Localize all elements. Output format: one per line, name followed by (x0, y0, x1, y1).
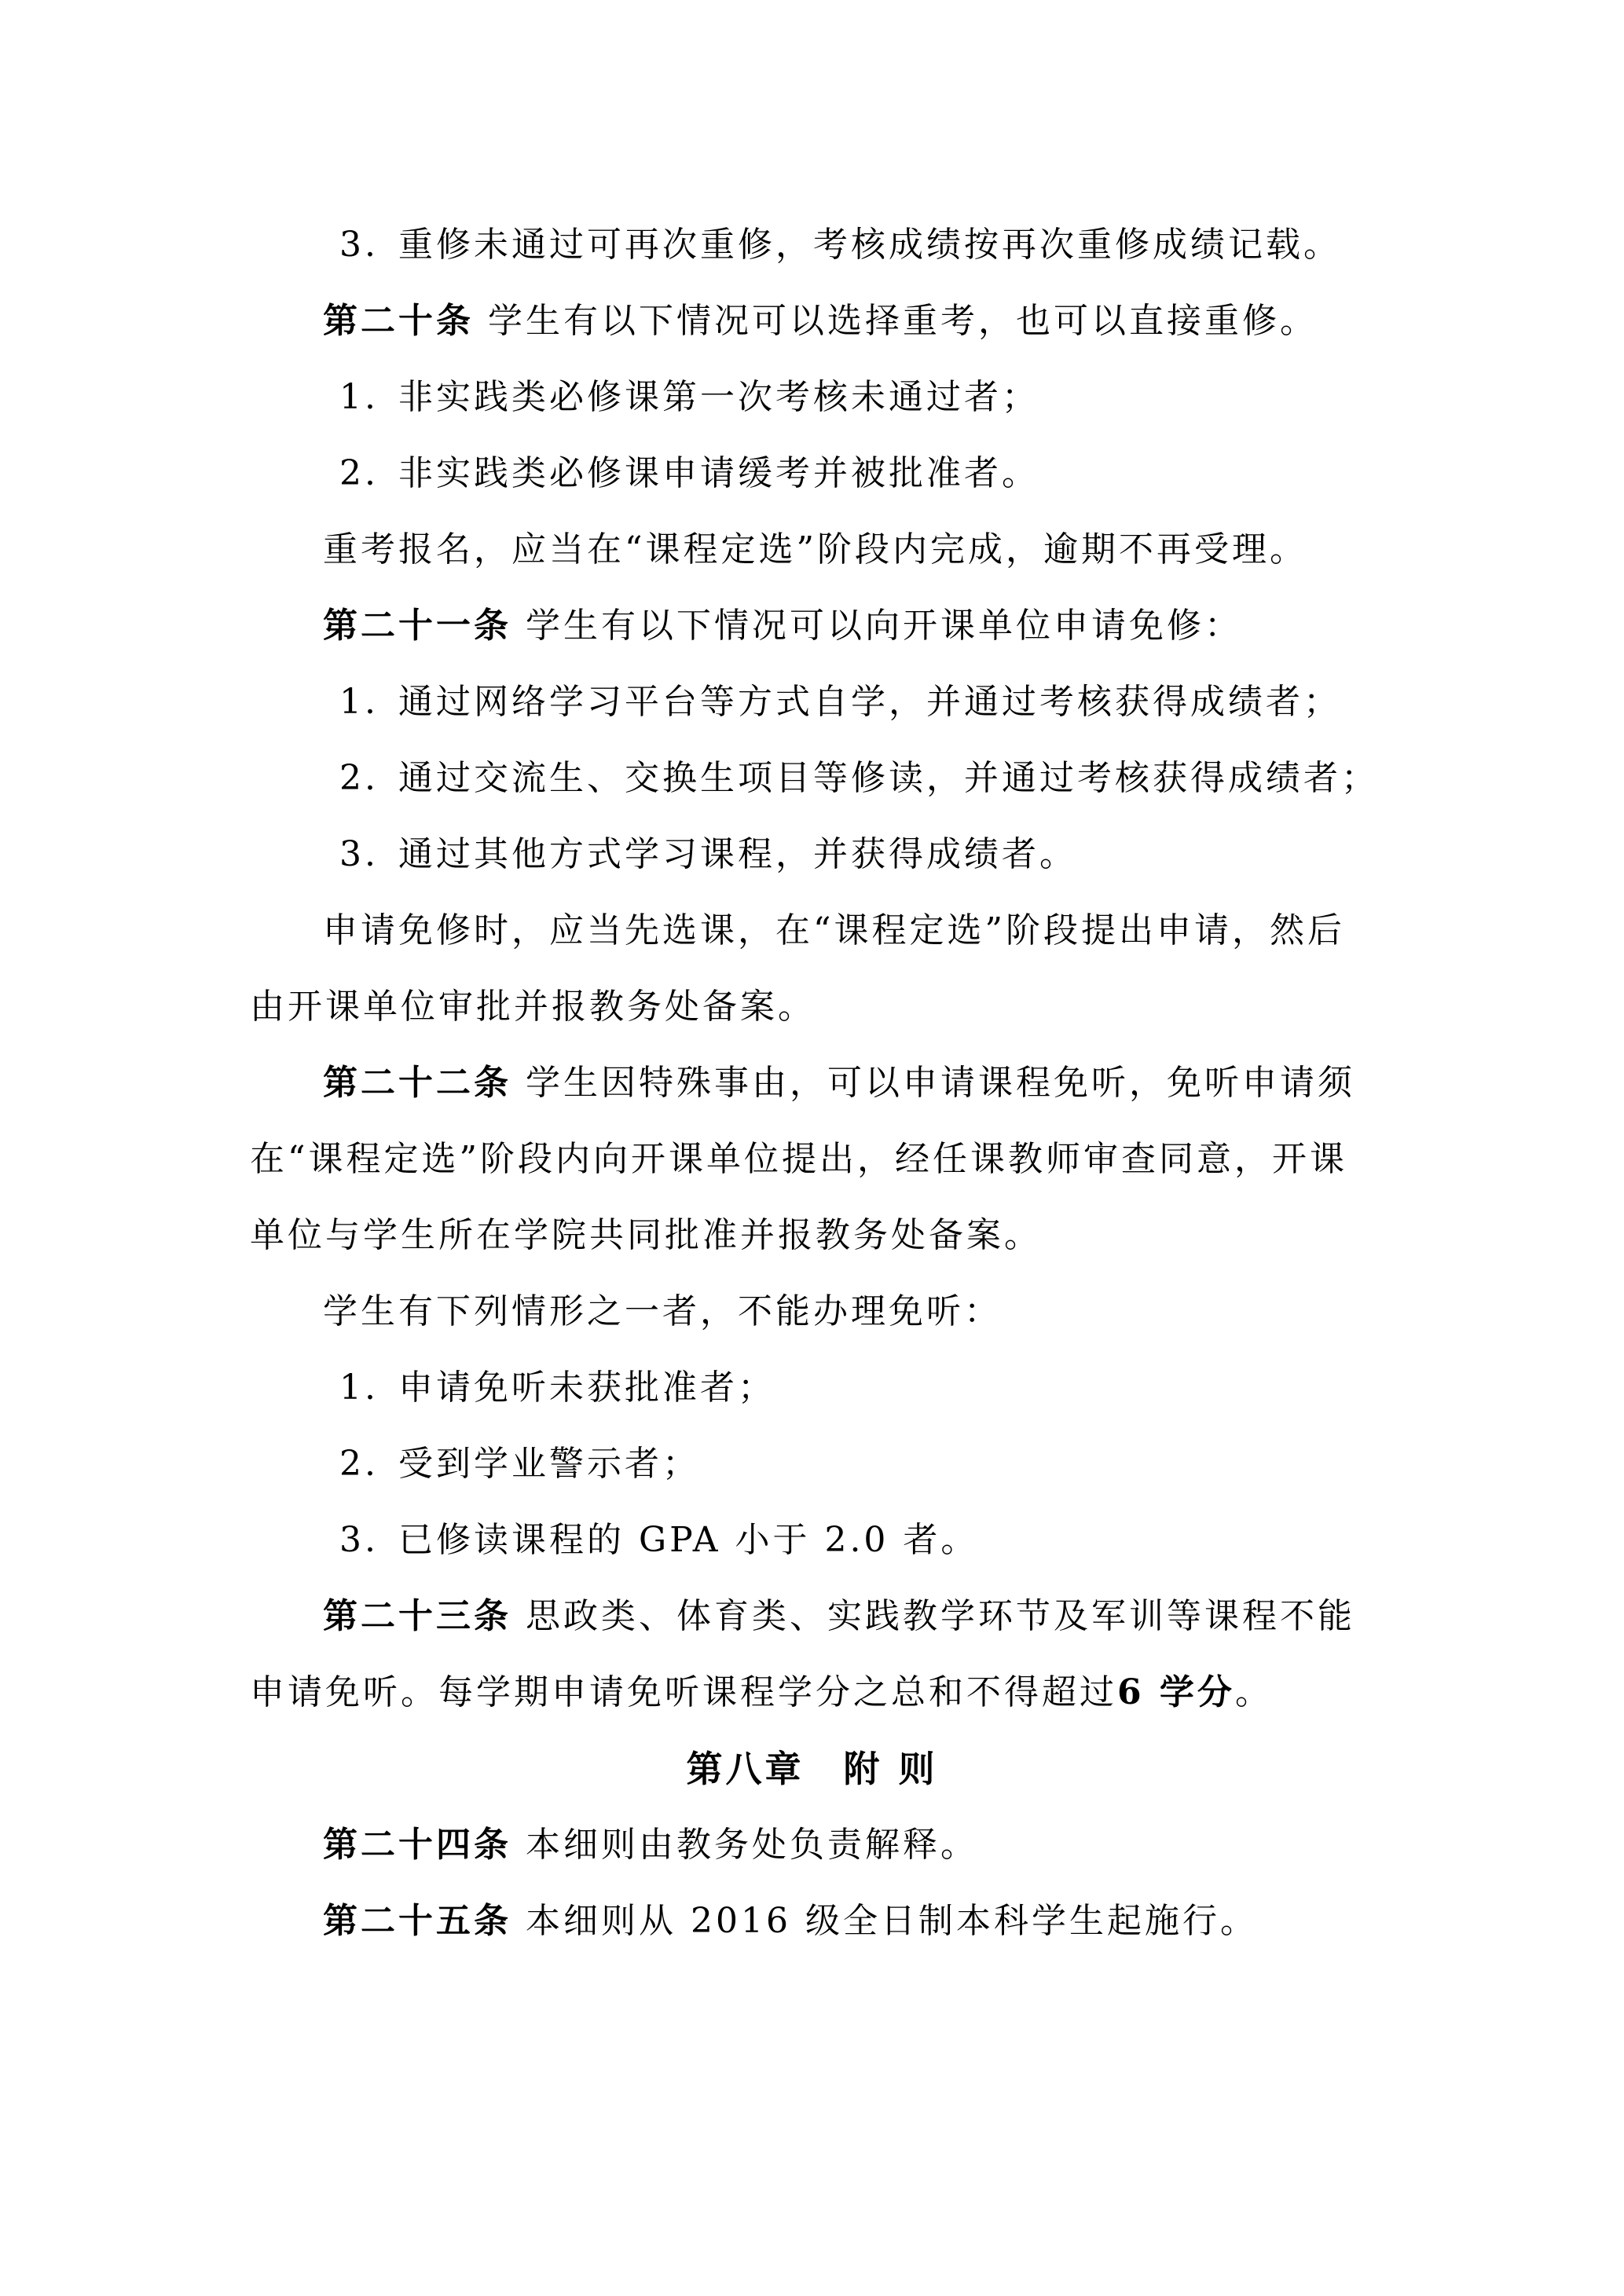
article-22-item-3 (339, 1517, 978, 1564)
item-text: 通过网络学习平台等方式自学，并通过考核获得成绩者； (398, 682, 1341, 722)
item-number: 3. (339, 834, 379, 874)
article-20 (323, 298, 1318, 345)
article-text: 本细则从 2016 级全日制本科学生起施行。 (526, 1901, 1258, 1941)
item-text: 非实践类必修课申请缓考并被批准者。 (398, 453, 1039, 493)
article-22-item-2 (339, 1441, 700, 1488)
item-number: 1. (339, 377, 379, 417)
item-3-retake (339, 222, 1341, 269)
article-21-note-line-1 (323, 907, 1345, 954)
article-text: 单位与学生所在学院共同批准并报教务处备案。 (250, 1215, 1042, 1255)
item-text: 已修读课程的 GPA 小于 2.0 者。 (398, 1520, 979, 1560)
article-text: 申请免听。每学期申请免听课程学分之总和不得超过 (250, 1672, 1117, 1712)
article-text: 在“课程定选”阶段内向开课单位提出，经任课教师审查同意，开课 (250, 1139, 1347, 1179)
paragraph-text: 学生有下列情形之一者，不能办理免听： (323, 1291, 1002, 1331)
item-text: 重修未通过可再次重修，考核成绩按再次重修成绩记载。 (398, 225, 1341, 265)
article-text: 学生有以下情况可以选择重考，也可以直接重修。 (488, 301, 1318, 341)
article-21-item-2 (339, 755, 1379, 802)
paragraph-text: 重考报名，应当在“课程定选”阶段内完成，逾期不再受理。 (323, 529, 1307, 569)
article-23-line-1 (323, 1593, 1355, 1640)
article-22-line-1 (323, 1060, 1355, 1107)
article-22-line-2 (250, 1136, 1347, 1183)
article-24 (323, 1822, 978, 1869)
article-21-item-3 (339, 831, 1077, 878)
article-22-note (323, 1288, 1002, 1335)
article-22-item-1 (339, 1364, 775, 1412)
article-25 (323, 1898, 1258, 1945)
article-heading: 第二十一条 (323, 606, 511, 646)
article-20-item-2 (339, 450, 1039, 497)
item-text: 通过交流生、交换生项目等修读，并通过考核获得成绩者； (398, 758, 1379, 798)
item-number: 2. (339, 758, 379, 798)
paragraph-text: 由开课单位审批并报教务处备案。 (250, 987, 816, 1027)
item-number: 3. (339, 225, 379, 265)
item-text: 受到学业警示者； (398, 1444, 700, 1484)
article-22-line-3 (250, 1212, 1042, 1259)
item-number: 2. (339, 453, 379, 493)
article-text: 学生有以下情况可以向开课单位申请免修： (526, 606, 1242, 646)
item-number: 2. (339, 1444, 379, 1484)
article-text: 思政类、体育类、实践教学环节及军训等课程不能 (526, 1596, 1355, 1636)
article-21-note-line-2 (250, 983, 816, 1031)
article-heading: 第二十二条 (323, 1063, 511, 1103)
article-heading: 第二十五条 (323, 1901, 511, 1941)
article-heading: 第二十四条 (323, 1825, 511, 1865)
article-text: 本细则由教务处负责解释。 (526, 1825, 978, 1865)
article-21 (323, 602, 1242, 650)
article-heading: 第二十三条 (323, 1596, 511, 1636)
article-20-note (323, 526, 1307, 573)
item-number: 1. (339, 1368, 379, 1408)
article-20-item-1 (339, 374, 1039, 421)
article-heading: 第二十条 (323, 301, 474, 341)
item-number: 1. (339, 682, 379, 722)
item-text: 非实践类必修课第一次考核未通过者； (398, 377, 1039, 417)
item-text: 申请免听未获批准者； (398, 1368, 775, 1408)
chapter-heading: 第八章 附 则 (686, 1748, 938, 1790)
article-21-item-1 (339, 679, 1341, 726)
item-text: 通过其他方式学习课程，并获得成绩者。 (398, 834, 1077, 874)
item-number: 3. (339, 1520, 379, 1560)
credit-limit: 6 学分 (1117, 1672, 1235, 1712)
article-text: 学生因特殊事由，可以申请课程免听，免听申请须 (526, 1063, 1355, 1103)
article-23-line-2 (250, 1669, 1273, 1716)
paragraph-text: 申请免修时，应当先选课，在“课程定选”阶段提出申请，然后 (323, 910, 1345, 950)
article-text-end: 。 (1234, 1672, 1273, 1712)
